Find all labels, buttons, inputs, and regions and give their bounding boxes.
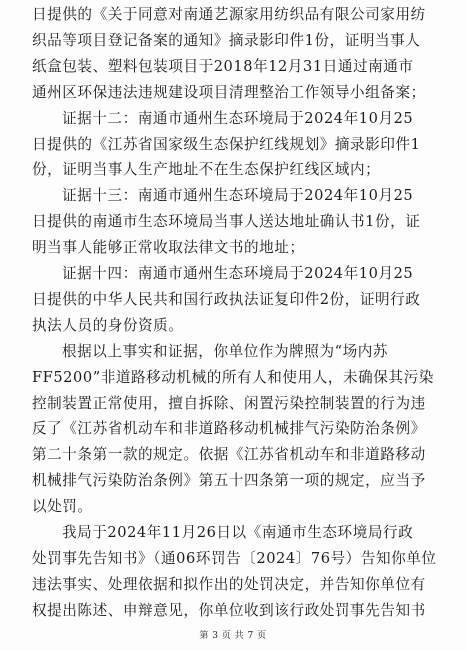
text-line-20: 以处罚。: [32, 498, 93, 516]
page-number-footer: 第 3 页 共 7 页: [199, 631, 267, 641]
notice-paragraph-start: 我局于2024年11月26日以《南通市生态环境局行政: [62, 524, 414, 541]
text-line-3: 纸盒包装、塑料包装项目于2018年12月31日通过南通市: [32, 57, 414, 75]
text-line-7: 份，证明当事人生产地址不在生态保护红线区域内；: [32, 161, 381, 179]
text-line-13: 执法人员的身份资质。: [32, 316, 184, 334]
text-line-10: 明当事人能够正常收取法律文书的地址；: [32, 239, 305, 257]
text-line-4: 通州区环保违法违规建设项目清理整治工作领导小组备案；: [32, 83, 426, 101]
text-line-6: 日提供的《江苏省国家级生态保护红线规划》摘录影印件1: [32, 135, 421, 153]
text-line-15: FF5200”非道路移动机械的所有人和使用人，未确保其污染: [32, 368, 434, 386]
text-line-18: 第二十条第一款的规定。依据《江苏省机动车和非道路移动: [32, 446, 426, 464]
text-line-16: 控制装置正常使用，擅自拆除、闲置污染控制装置的行为违: [32, 394, 426, 412]
text-line-2: 织品等项目登记备案的通知》摘录影印件1份，证明当事人: [32, 31, 421, 49]
evidence-13-heading: 证据十三：南通市通州生态环境局于2024年10月25: [62, 187, 414, 205]
text-line-1: 日提供的《关于同意对南通艺源家用纺织品有限公司家用纺: [32, 6, 426, 23]
text-line-19: 机械排气污染防治条例》第五十四条第一项的规定，应当予: [32, 472, 426, 490]
text-line-22: 处罚事先告知书》（通06环罚告〔2024〕76号）告知你单位: [32, 549, 437, 567]
text-line-24: 权提出陈述、申辩意见，你单位收到该行政处罚事先告知书: [32, 601, 426, 619]
text-line-17: 反了《江苏省机动车和非道路移动机械排气污染防治条例》: [32, 420, 426, 438]
text-line-9: 日提供的南通市生态环境局当事人送达地址确认书1份，证: [32, 213, 421, 231]
text-line-23: 违法事实、处理依据和拟作出的处罚决定，并告知你单位有: [32, 575, 426, 593]
evidence-12-heading: 证据十二：南通市通州生态环境局于2024年10月25: [62, 109, 414, 127]
conclusion-paragraph-start: 根据以上事实和证据，你单位作为牌照为“场内苏: [62, 342, 389, 360]
evidence-14-heading: 证据十四：南通市通州生态环境局于2024年10月25: [62, 265, 414, 282]
text-line-12: 日提供的中华人民共和国行政执法证复印件2份，证明行政: [32, 290, 421, 308]
